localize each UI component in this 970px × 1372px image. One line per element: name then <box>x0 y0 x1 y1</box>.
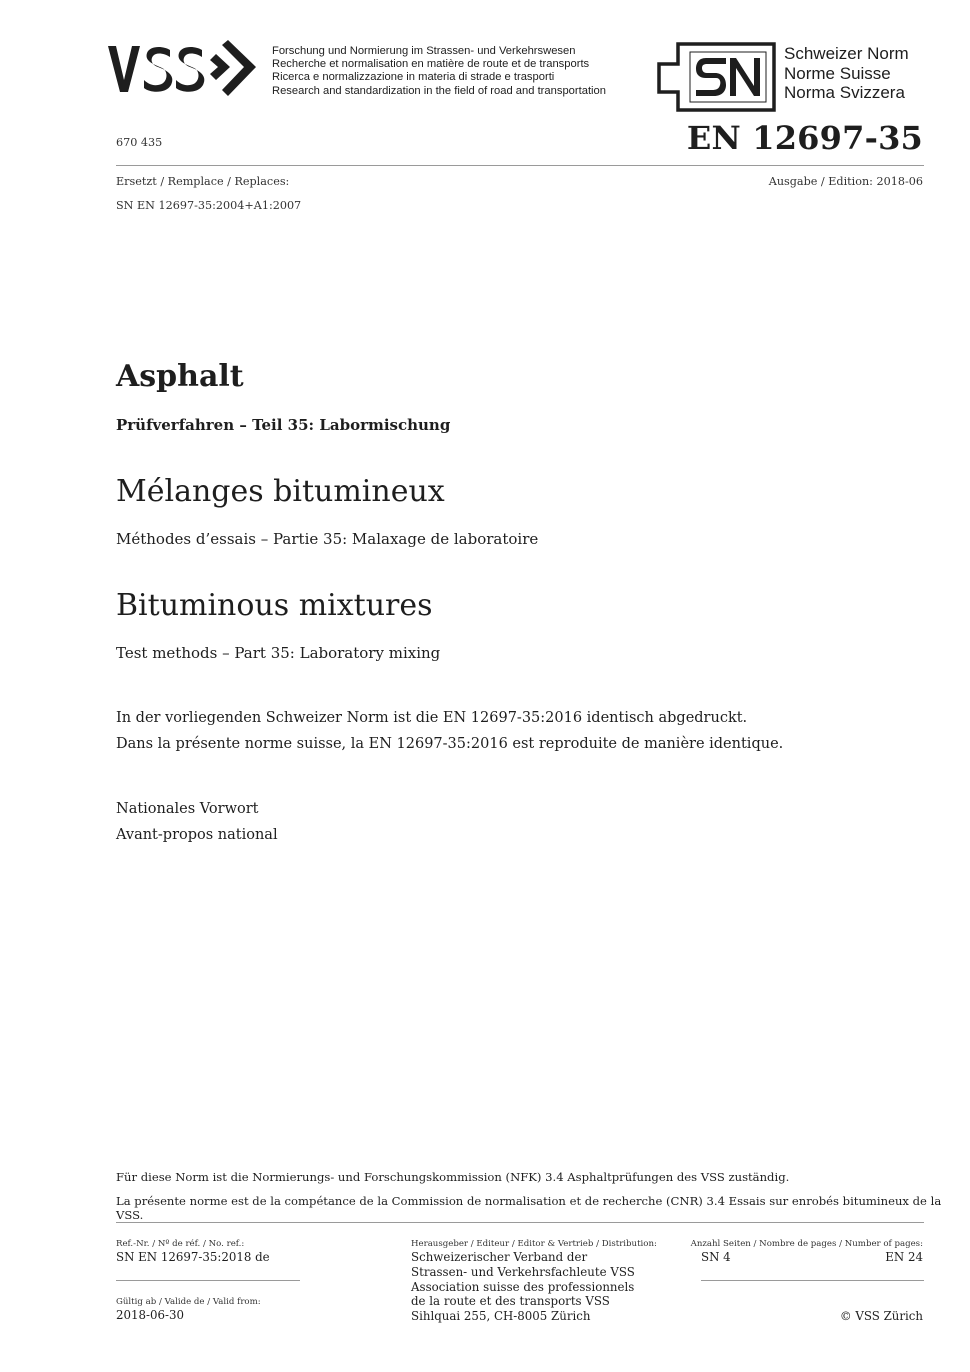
standard-code: EN 12697-35 <box>686 119 923 157</box>
national-foreword-de: Nationales Vorwort <box>116 801 259 817</box>
subtitle-fr: Méthodes d’essais – Partie 35: Malaxage de laboratoire <box>116 530 539 548</box>
ref-value: SN EN 12697-35:2018 de <box>116 1250 270 1264</box>
publisher-line: Association suisse des professionnels <box>411 1279 635 1294</box>
footer-divider <box>116 1222 924 1223</box>
national-foreword-fr: Avant-propos national <box>116 827 278 843</box>
vss-tagline-line: Recherche et normalisation en matière de route et de transports <box>272 58 590 71</box>
replaces-value: SN EN 12697-35:2004+A1:2007 <box>116 199 302 212</box>
sn-norm-name-it: Norma Svizzera <box>784 83 905 102</box>
title-fr: Mélanges bitumineux <box>116 474 445 509</box>
copyright: © VSS Zürich <box>839 1309 923 1323</box>
responsibility-fr: La présente norme est de la compétance de la Commission de normalisation et de recherche (CNR) 3.4 Essais sur enrobés bitumineux de la VSS. <box>116 1194 942 1222</box>
page-count-label: Anzahl Seiten / Nombre de pages / Number of pages: <box>690 1239 923 1249</box>
vss-tagline-line: Ricerca e normalizzazione in materia di strade e trasporti <box>272 71 555 84</box>
page-count-sn: SN 4 <box>701 1250 731 1264</box>
sn-norm-names <box>784 44 909 103</box>
replaces-label: Ersetzt / Remplace / Replaces: <box>116 175 290 188</box>
publisher-line: Schweizerischer Verband der <box>411 1250 588 1264</box>
responsibility-de: Für diese Norm ist die Normierungs- und Forschungskommission (NFK) 3.4 Asphaltprüfungen des VSS zuständig. <box>116 1170 790 1184</box>
sn-norm-name-de: Schweizer Norm <box>784 44 909 63</box>
valid-from-value: 2018-06-30 <box>116 1308 185 1322</box>
document-number: 670 435 <box>116 136 163 149</box>
title-en: Bituminous mixtures <box>116 588 433 623</box>
publisher-label: Herausgeber / Editeur / Editor & Vertrieb / Distribution: <box>411 1239 657 1249</box>
title-de: Asphalt <box>116 359 244 394</box>
header-divider <box>116 165 924 166</box>
vss-logo <box>106 40 266 104</box>
page-count-en: EN 24 <box>885 1250 923 1264</box>
national-foreword <box>116 796 278 848</box>
subtitle-en: Test methods – Part 35: Laboratory mixing <box>116 644 441 662</box>
publisher-address <box>411 1250 635 1324</box>
vss-tagline-line: Forschung und Normierung im Strassen- und Verkehrswesen <box>272 45 576 57</box>
edition-date: Ausgabe / Edition: 2018-06 <box>768 175 923 188</box>
subtitle-de: Prüfverfahren – Teil 35: Labormischung <box>116 416 451 434</box>
identical-statement-de: In der vorliegenden Schweizer Norm ist die EN 12697-35:2016 identisch abgedruckt. <box>116 710 748 726</box>
identical-statement <box>116 705 783 757</box>
vss-tagline <box>272 45 606 98</box>
ref-divider <box>116 1280 300 1281</box>
page-count-divider <box>701 1280 924 1281</box>
publisher-line: Strassen- und Verkehrsfachleute VSS <box>411 1264 635 1279</box>
vss-tagline-line: Research and standardization in the field of road and transportation <box>272 84 606 97</box>
valid-from-label: Gültig ab / Valide de / Valid from: <box>116 1297 261 1307</box>
sn-logo <box>656 42 780 118</box>
sn-norm-name-fr: Norme Suisse <box>784 63 891 83</box>
ref-label: Ref.-Nr. / Nº de réf. / No. ref.: <box>116 1239 245 1249</box>
identical-statement-fr: Dans la présente norme suisse, la EN 12697-35:2016 est reproduite de manière identique. <box>116 736 784 752</box>
publisher-line: de la route et des transports VSS <box>411 1294 610 1309</box>
publisher-line: Sihlquai 255, CH-8005 Zürich <box>411 1309 591 1324</box>
